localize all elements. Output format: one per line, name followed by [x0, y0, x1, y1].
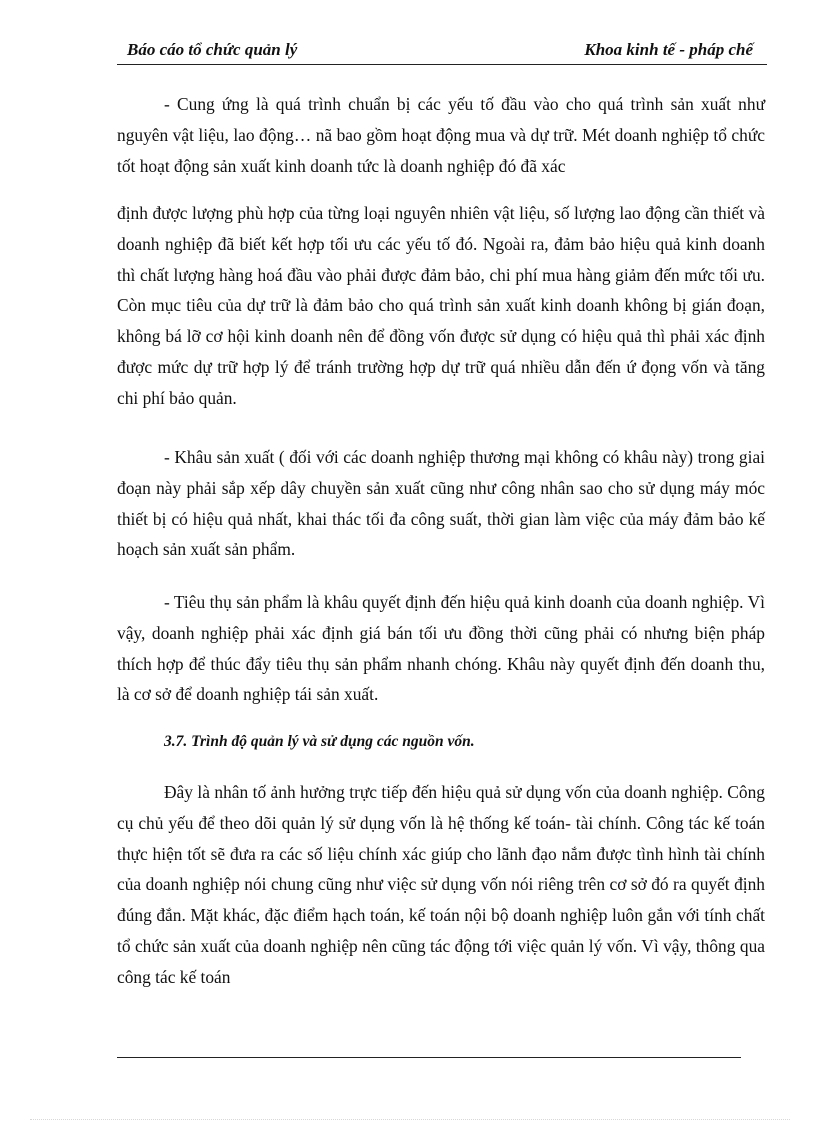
footer-rule: [117, 1057, 741, 1058]
header-right-title: Khoa kinh tế - pháp chế: [584, 40, 753, 59]
page-bottom-border: [30, 1119, 790, 1120]
paragraph-consumption: - Tiêu thụ sản phẩm là khâu quyết định đến hiệu quả kinh doanh của doanh nghiệp. Vì vậy, doanh nghiệp phải xác định giá bán tối ưu đồng thời cũng phải có nhưng biện pháp thích hợp để thúc đẩy tiêu thụ sản phẩm nhanh chóng. Khâu này quyết định đến doanh thu, là cơ sở để doanh nghiệp tái sản xuất.: [117, 592, 765, 705]
page-header: [117, 38, 767, 65]
paragraph-capital-management: Đây là nhân tố ảnh hưởng trực tiếp đến hiệu quả sử dụng vốn của doanh nghiệp. Công cụ chủ yếu để theo dõi quản lý sử dụng vốn là hệ thống kế toán- tài chính. Công tác kế toán thực hiện tốt sẽ đưa ra các số liệu chính xác giúp cho lãnh đạo nắm được tình hình tài chính của doanh nghiệp nói chung cũng như việc sử dụng vốn nói riêng trên cơ sở đó ra quyết định đúng đắn. Mặt khác, đặc điểm hạch toán, kế toán nội bộ doanh nghiệp luôn gắn với tính chất tổ chức sản xuất của doanh nghiệp nên cũng tác động tới việc quản lý vốn. Vì vậy, thông qua công tác kế toán: [117, 782, 765, 987]
header-left-title: Báo cáo tổ chức quản lý: [127, 40, 298, 59]
paragraph-production: - Khâu sản xuất ( đối với các doanh nghiệp thương mại không có khâu này) trong giai đoạn này phải sắp xếp dây chuyền sản xuất cũng như công nhân sao cho sử dụng máy móc thiết bị có hiệu quả nhất, khai thác tối đa công suất, thời gian làm việc của máy đảm bảo kế hoạch sản xuất sản phẩm.: [117, 447, 765, 560]
section-heading-3-7: 3.7. Trình độ quản lý và sử dụng các nguồn vốn.: [164, 733, 475, 750]
paragraph-supply-continued: định được lượng phù hợp của từng loại nguyên nhiên vật liệu, số lượng lao động cần thiết và doanh nghiệp đã biết kết hợp tối ưu các yếu tố đó. Ngoài ra, đảm bảo hiệu quả kinh doanh thì chất lượng hàng hoá đầu vào phải được đảm bảo, chi phí mua hàng giảm đến mức tối ưu. Còn mục tiêu của dự trữ là đảm bảo cho quá trình sản xuất kinh doanh không bị gián đoạn, không bá lỡ cơ hội kinh doanh nên để đồng vốn được sử dụng có hiệu quả thì phải xác định được mức dự trữ hợp lý để tránh trường hợp dự trữ quá nhiều dẫn đến ứ đọng vốn và tăng chi phí bảo quản.: [117, 203, 765, 408]
paragraph-supply-intro: - Cung ứng là quá trình chuẩn bị các yếu tố đầu vào cho quá trình sản xuất như nguyên vật liệu, lao động… nã bao gồm hoạt động mua và dự trữ. Mét doanh nghiệp tổ chức tốt hoạt động sản xuất kinh doanh tức là doanh nghiệp đó đã xác: [117, 94, 765, 176]
